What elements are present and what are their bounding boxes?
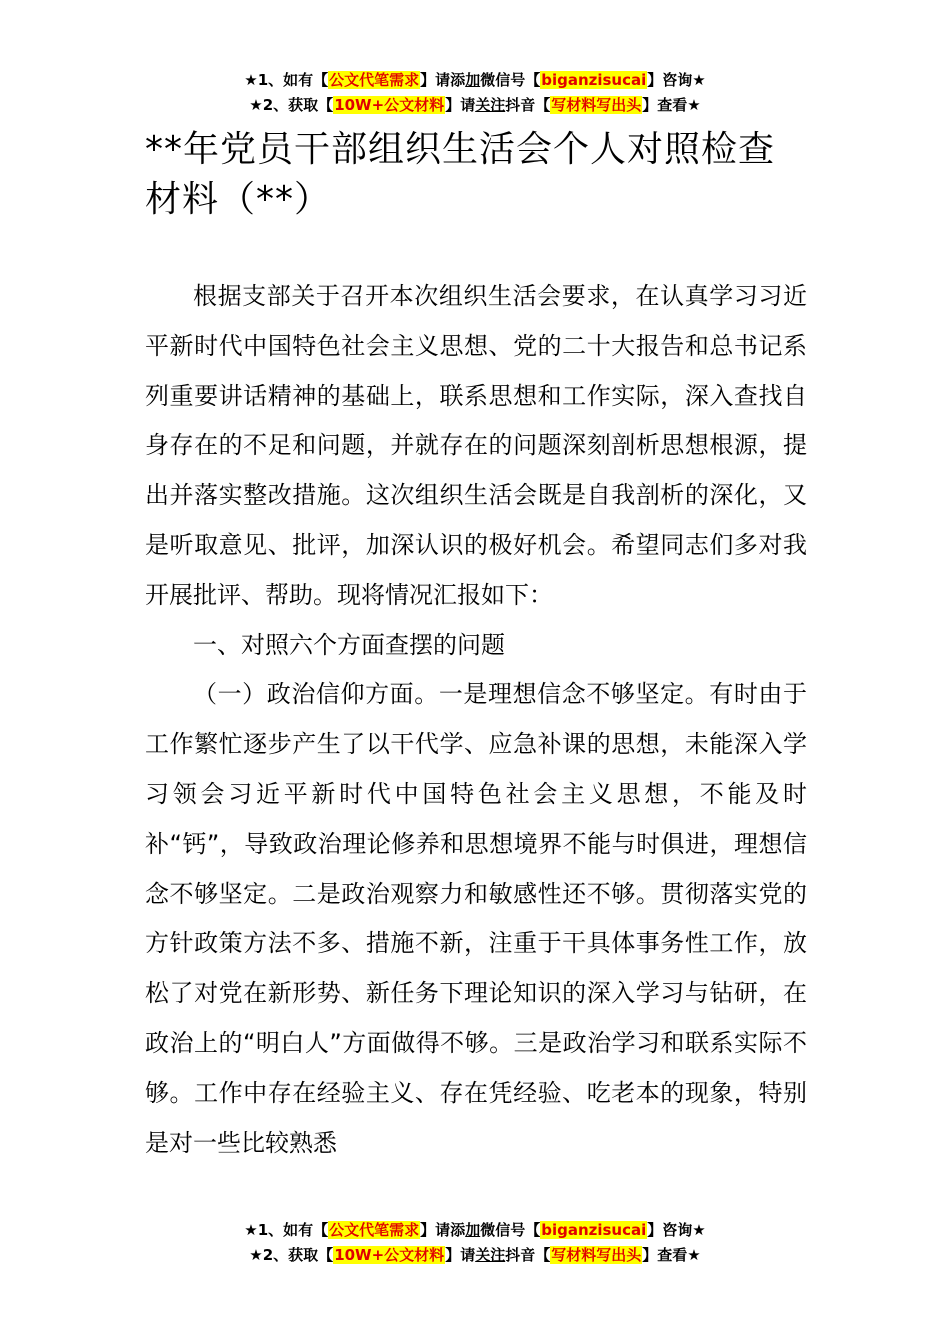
banner-text: 】请添	[420, 71, 466, 89]
banner-text: 】请	[445, 1246, 476, 1264]
banner-text: 微信号【	[480, 1221, 541, 1239]
banner-text: 】查看★	[642, 96, 701, 114]
banner-highlight: 公文代笔需求	[329, 1221, 420, 1239]
banner-underlined: 关注	[475, 1246, 506, 1264]
banner-text: ★2、获取【	[249, 1246, 334, 1264]
bottom-banner	[0, 1218, 950, 1268]
banner-text: ★2、获取【	[249, 96, 334, 114]
banner-underlined: 加	[465, 1221, 481, 1239]
banner-text: ★1、如有【	[244, 1221, 329, 1239]
banner-text: 】查看★	[642, 1246, 701, 1264]
banner-underlined: 关注	[475, 96, 506, 114]
banner-line-1	[0, 68, 950, 93]
banner-wechat-id: biganzisucai	[541, 71, 647, 89]
banner-line-1	[0, 1218, 950, 1243]
banner-wechat-id: biganzisucai	[541, 1221, 647, 1239]
banner-douyin-id: 写材料写出头	[551, 96, 642, 114]
banner-text: 】咨询★	[647, 71, 706, 89]
banner-text: 微信号【	[480, 71, 541, 89]
banner-text: 】咨询★	[647, 1221, 706, 1239]
paragraph-intro: 根据支部关于召开本次组织生活会要求，在认真学习习近平新时代中国特色社会主义思想、党的二十大报告和总书记系列重要讲话精神的基础上，联系思想和工作实际，深入查找自身存在的不足和问题，并就存在的问题深刻剖析思想根源，提出并落实整改措施。这次组织生活会既是自我剖析的深化，又是听取意见、批评，加深认识的极好机会。希望同志们多对我开展批评、帮助。现将情况汇报如下：	[145, 282, 807, 609]
document-body	[145, 272, 807, 1168]
banner-highlight: 10W+公文材料	[334, 96, 445, 114]
banner-line-2	[0, 1243, 950, 1268]
banner-highlight: 公文代笔需求	[329, 71, 420, 89]
banner-text: 】请添	[420, 1221, 466, 1239]
document-title: **年党员干部组织生活会个人对照检查材料（**）	[145, 129, 776, 220]
paragraph-political-belief: （一）政治信仰方面。一是理想信念不够坚定。有时由于工作繁忙逐步产生了以干代学、应急补课的思想，未能深入学习领会习近平新时代中国特色社会主义思想，不能及时补“钙”，导致政治理论修养和思想境界不能与时俱进，理想信念不够坚定。二是政治观察力和敏感性还不够。贯彻落实党的方针政策方法不多、措施不新，注重于干具体事务性工作，放松了对党在新形势、新任务下理论知识的深入学习与钻研，在政治上的“明白人”方面做得不够。三是政治学习和联系实际不够。工作中存在经验主义、存在凭经验、吃老本的现象，特别是对一些比较熟悉	[145, 680, 807, 1157]
banner-text: 】请	[445, 96, 476, 114]
section-heading: 一、对照六个方面查摆的问题	[193, 630, 505, 659]
banner-highlight: 10W+公文材料	[334, 1246, 445, 1264]
banner-text: 抖音【	[505, 1246, 551, 1264]
banner-douyin-id: 写材料写出头	[551, 1246, 642, 1264]
banner-text: 抖音【	[505, 96, 551, 114]
top-banner	[0, 68, 950, 118]
banner-text: ★1、如有【	[244, 71, 329, 89]
banner-underlined: 加	[465, 71, 481, 89]
banner-line-2	[0, 93, 950, 118]
